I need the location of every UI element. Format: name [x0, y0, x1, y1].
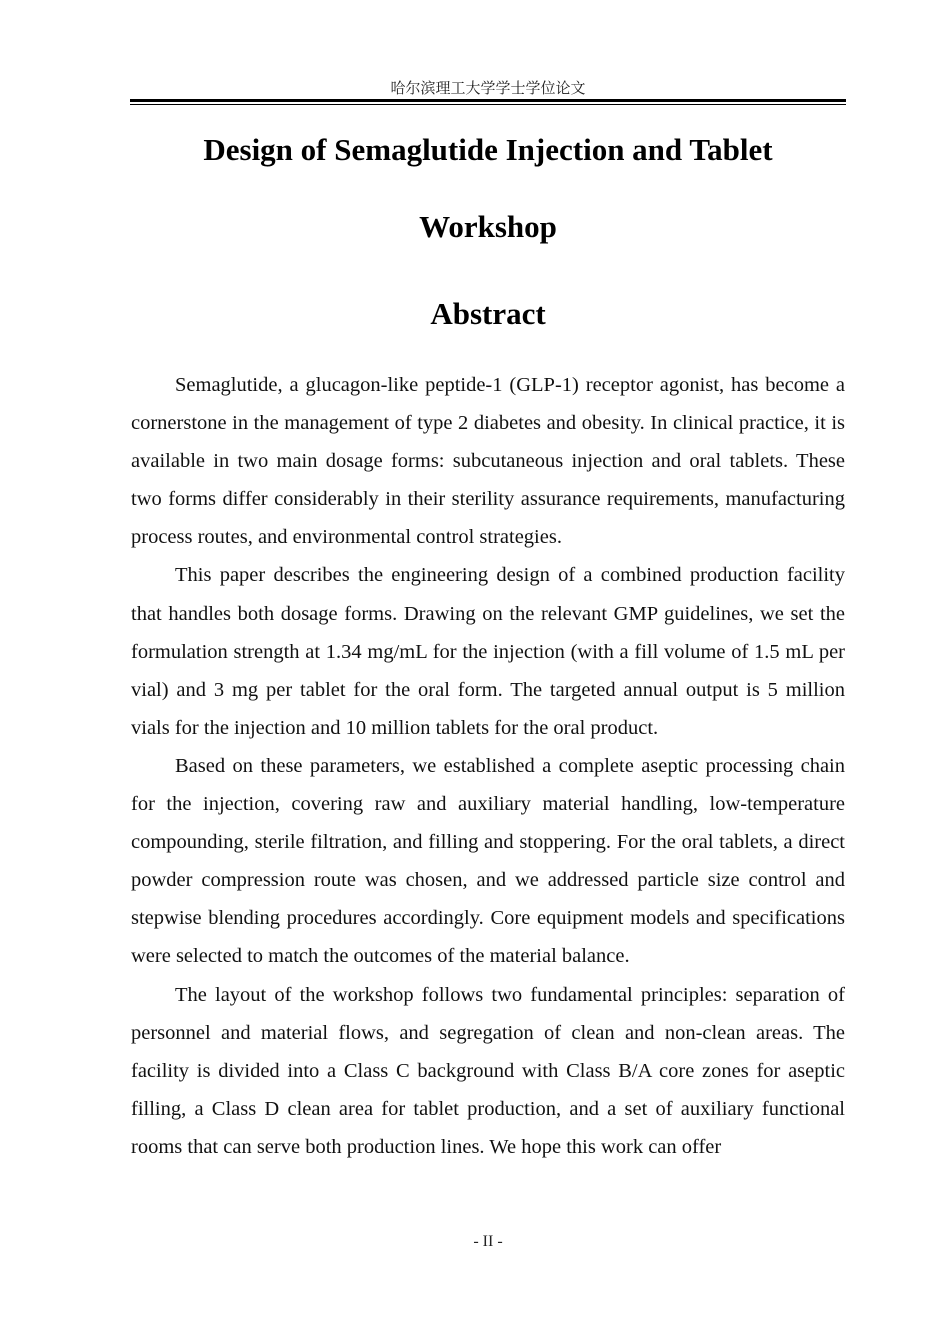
- abstract-heading: Abstract: [430, 296, 546, 331]
- header-rule-thin: [130, 104, 846, 105]
- abstract-paragraph-3: Based on these parameters, we established a complete aseptic processing chain for the injection, covering raw and auxiliary material handling, low-temperature compounding, sterile filtration, and filling and stoppering. For the oral tablets, a direct powder compression route was chosen, and we addressed particle size control and stepwise blending procedures accordingly. Core equipment models and specifications were selected to match the outcomes of the material balance.: [131, 754, 845, 968]
- abstract-paragraph-4: The layout of the workshop follows two fundamental principles: separation of personnel and material flows, and segregation of clean and non-clean areas. The facility is divided into a Class C background with Class B/A core zones for aseptic filling, a Class D clean area for tablet production, and a set of auxiliary functional rooms that can serve both production lines. We hope this work can offer: [131, 983, 845, 1158]
- running-header: 哈尔滨理工大学学士学位论文: [390, 79, 586, 97]
- abstract-paragraph-2: This paper describes the engineering design of a combined production facility that handles both dosage forms. Drawing on the relevant GMP guidelines, we set the formulation strength at 1.34 mg/mL for the injection (with a fill volume of 1.5 mL per vial) and 3 mg per tablet for the oral form. The targeted annual output is 5 million vials for the injection and 10 million tablets for the oral product.: [131, 564, 845, 739]
- abstract-body: [131, 366, 845, 1166]
- paper-title-line-1: Design of Semaglutide Injection and Tablet: [203, 132, 773, 167]
- header-rule-thick: [130, 99, 846, 102]
- page-number: - II -: [473, 1233, 503, 1250]
- abstract-paragraph-1: Semaglutide, a glucagon-like peptide-1 (GLP-1) receptor agonist, has become a cornerstone in the management of type 2 diabetes and obesity. In clinical practice, it is available in two main dosage forms: subcutaneous injection and oral tablets. These two forms differ considerably in their sterility assurance requirements, manufacturing process routes, and environmental control strategies.: [131, 374, 845, 549]
- paper-title-line-2: Workshop: [419, 209, 557, 244]
